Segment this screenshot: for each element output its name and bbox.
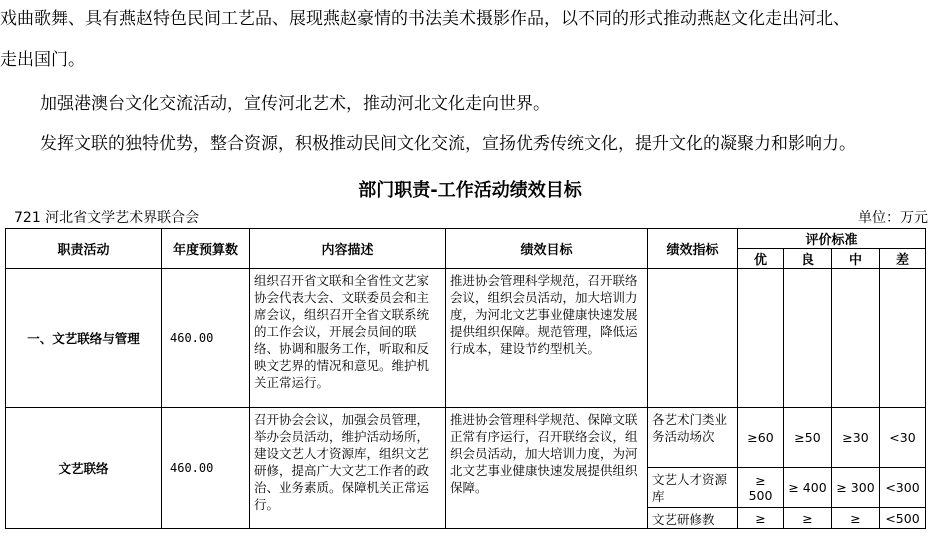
row-activity: 文艺联络 [6,408,162,529]
row-budget: 460.00 [162,408,250,529]
header-activity: 职责活动 [6,229,162,269]
paragraph-2: 加强港澳台文化交流活动，宣传河北艺术，推动河北文化走向世界。 [40,94,550,114]
indicator-medium: ≥30 [832,408,880,468]
paragraph-3: 发挥文联的独特优势，整合资源，积极推动民间文化交流，宣扬优秀传统文化，提升文化的凝聚力和影响力。 [40,134,856,154]
row-goal: 推进协会管理科学规范、保障文联正常有序运行，召开联络会议，组织会员活动，加大培训力度，为河北文艺事业健康快速发展提供组织保障。 [446,408,648,529]
header-budget: 年度预算数 [162,229,250,269]
header-goal: 绩效目标 [446,229,648,269]
indicator-medium: ≥ [832,508,880,529]
indicator-name: 各艺术门类业务活动场次 [648,408,738,468]
header-medium: 中 [832,249,880,269]
organization-label: 721 河北省文学艺术界联合会 [14,210,200,226]
row-activity: 一、文艺联络与管理 [6,269,162,408]
indicator-excellent: ≥ 500 [738,468,784,508]
performance-table [5,228,926,529]
table-row [6,269,926,408]
indicator-excellent: ≥ [738,508,784,529]
indicator-good: ≥50 [784,408,832,468]
row-content: 召开协会会议，加强会员管理，举办会员活动，维护活动场所，建设文艺人才资源库，组织文艺研修，提高广大文艺工作者的政治、业务素质。保障机关正常运行。 [250,408,446,529]
row-medium-empty [832,269,880,408]
row-content: 组织召开省文联和全省性文艺家协会代表大会、文联委员会和主席会议，组织召开全省文联系统的工作会议，开展会员间的联络、协调和服务工作，听取和反映文艺界的情况和意见。维护机关正常运行。 [250,269,446,408]
indicator-name: 文艺人才资源库 [648,468,738,508]
header-indicator: 绩效指标 [648,229,738,269]
header-row [6,229,926,249]
unit-label: 单位：万元 [858,210,928,226]
indicator-medium: ≥ 300 [832,468,880,508]
indicator-poor: <30 [880,408,926,468]
header-excellent: 优 [738,249,784,269]
row-indicator-empty [648,269,738,408]
row-poor-empty [880,269,926,408]
header-good: 良 [784,249,832,269]
indicator-good: ≥ [784,508,832,529]
row-goal: 推进协会管理科学规范，召开联络会议，组织会员活动，加大培训力度，为河北文艺事业健康快速发展提供组织保障。规范管理，降低运行成本，建设节约型机关。 [446,269,648,408]
page-title: 部门职责-工作活动绩效目标 [358,180,582,201]
table-row [6,408,926,468]
row-budget: 460.00 [162,269,250,408]
header-content: 内容描述 [250,229,446,269]
paragraph-1-line-2: 走出国门。 [0,50,85,70]
indicator-good: ≥ 400 [784,468,832,508]
row-excellent-empty [738,269,784,408]
header-criteria: 评价标准 [738,229,926,249]
row-good-empty [784,269,832,408]
indicator-poor: <300 [880,468,926,508]
indicator-poor: <500 [880,508,926,529]
paragraph-1-line-1: 戏曲歌舞、具有燕赵特色民间工艺品、展现燕赵豪情的书法美术摄影作品，以不同的形式推动燕赵文化走出河北、 [0,9,850,29]
header-poor: 差 [880,249,926,269]
indicator-excellent: ≥60 [738,408,784,468]
indicator-name: 文艺研修教 [648,508,738,529]
